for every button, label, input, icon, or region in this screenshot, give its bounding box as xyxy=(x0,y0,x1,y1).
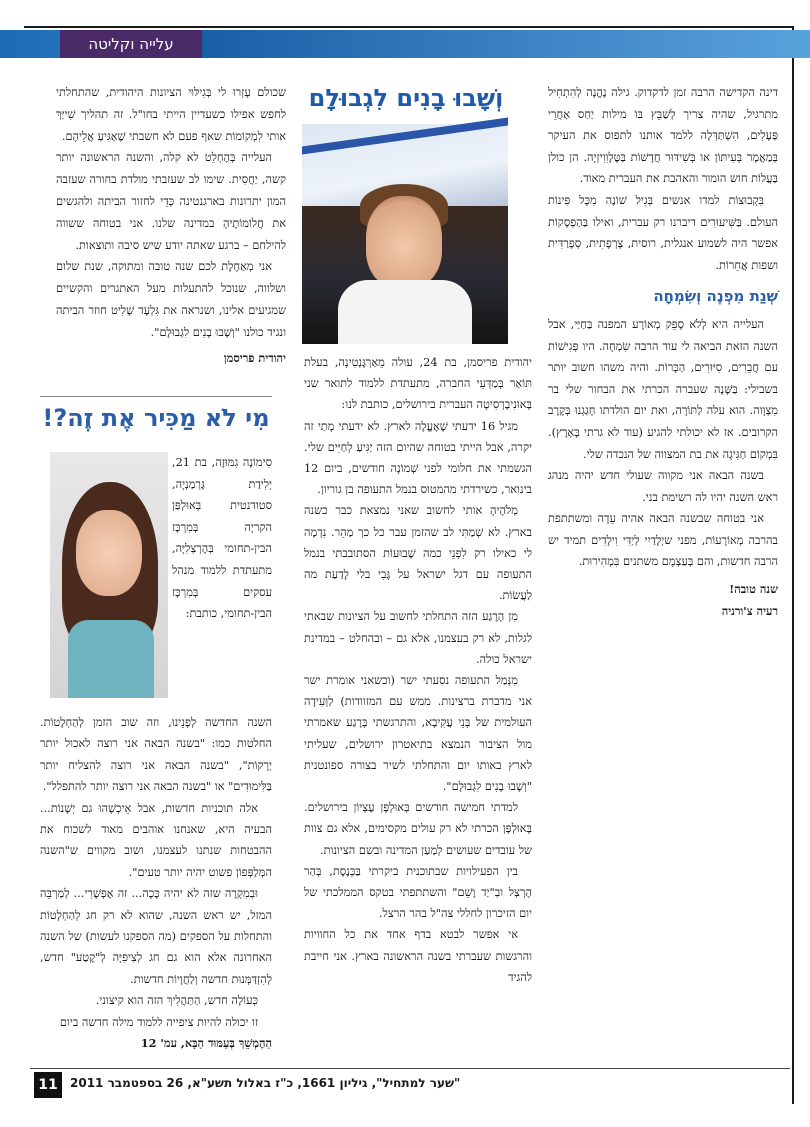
profile-photo xyxy=(50,452,168,698)
section-label: עלייה וקליטה xyxy=(60,30,202,58)
right-column xyxy=(548,82,778,622)
paragraph: השנה החדשה לְפָנֵינוּ, וזה שוב הזמן לְהַחְלָטוֹת. החלטות כמו: "בשנה הבאה אני רוצה לאכול יותר יְרָקוֹת", "בשנה הבאה אני רוצה להצליח יותר בַּלִּימוּדִים" או "בשנה הבאה אני רוצה יותר להתפלל". xyxy=(40,716,272,794)
paragraph: בשנה הבאה אני מקווה שעולי חדש יהיה מנהג ראש השנה יהיו לה רשימת בני. xyxy=(548,469,778,504)
footer-rule xyxy=(30,1068,790,1069)
paragraph: כְּעוֹלָה חדש, הַתַּהֲלִיךְ הזה הוא קיצוני. xyxy=(95,994,258,1008)
box-intro: סִימוֹנָה גִמּוּזֶה, בת 21, יְלִידַת גֶּרְמַנְיָה, סטודנטית בְּאוּלְפַּן הקריָה בְּמִרְכָּז הבין-תחומי בְּהֶרְצְלִיָּה, מתעתדת ללמוד מנהל עסקים בְּמִרְכָּז הבין-תחומי, כותבת: xyxy=(172,456,272,621)
paragraph: דינה הקדישה הרבה זמן לדקדוק. גילה נֶהֱנָה לְהִתְחִיל מתרגיל, שהיה צריך לְשַׁבֵּץ בּוֹ מילות יַחַס אַחֲרֵי פְּעָלִים, הִשְׁתַּדְּלָה ללמד אותנו לתפוס את העיקר בְּמַאֲמָר בְּעִיתּוֹן או בְּשִׁידּוּר חֲדָשׁוֹת בַּטֶּלֶוִוִיזְיָה. הן כולן בַּעֲלוֹת חוש הומור והאהבת את העברית מאוד. xyxy=(548,86,778,186)
paragraph: מְלֹהֶיהָ אותי לחשוב שאני נמצאת כבר כשנה בארץ. לא שְׁמַתִּי לב שהזמן עבר כל כך מַהֵר. נִדְמֶה לי כאילו רק לִפְנֵי כמה שָׁבוּעוֹת הסתובבתי בנמל התעופה עם דגל ישראל על גָּבִי בלי לָדַעַת מה לַעֲשׂוֹת. xyxy=(304,504,532,603)
header-strip xyxy=(202,30,810,58)
paragraph: העלייה היא לְלֹא סָפֵק מְאוֹרָע המפנה בַּחַיַּי, אבל השנה הזאת הביאה לי עוד הרבה שִׂמְחָה. היו פְּגִישׁוֹת עם חֲבֵרִים, סִיּוּרִים, הַכָּרוֹת. והיה משהו חשוב יותר בשבילי: בַּשָּׁנָה שעברה הכרתי את הבחור שלי בר מִצְוָוה. הוא עלה לַתּוֹרָה, ואת יום הולדתו חָגַגְנוּ בְּקֶרֶב הקרובים. אז לא יכולתי להגיע (עוד לא גרתי בָּאָרֶץ). בִּמְקוֹם חַגִּיגָה את בת המצווה של הנכדה שלי. xyxy=(548,317,778,461)
paragraph: וּבְמִקְרֶה שזה לא יהיה כָּכָה... זה אֶפְשָׁרִי... לְמַרְבֵּה המזל, יש ראש השנה, שהוא לא רק חג לְהַחְלָטוֹת והתחלות על הספקים (מה הספקנו לעשות) של השנה האחרונה אלא הוא גם חג לְצִיפִיָּה לְ"קֶטַע" חדש, לְהִזְדַּמְּנוּת חדשה וְלַחֲוָיוֹת חדשות. xyxy=(40,887,272,986)
box-intro-column xyxy=(172,452,272,625)
paragraph: בין הפעילויות שבתוכנית ביקרתי בַּכְּנֶסֶת, בְּהַר הֶרְצְל ובְ"יַד וָשֵׁם" והשתתפתי בטקס הממלכתי של יום הזיכרון לחללי צה"ל בהר הרצל. xyxy=(304,864,532,921)
box-divider xyxy=(40,396,272,397)
box-body xyxy=(40,712,272,1055)
article-photo xyxy=(302,124,508,344)
paragraph: העלייה בְּהֶחְלֵט לא קלה, והשנה הראשונה יותר קשה, יַחֲסִית. שימו לב שעזבתי מולדת בחורה שעזבה המון יתרונות בארגנטינה כְּדֵי לחזור הביתה ולהגשים את חֲלוֹמוֹתֶיהָ במדינה שלנו. אני בטוחה ששווה להילחם – ברגע שאתה יודע שיש סיבה ותוצאות. xyxy=(56,151,286,252)
subheading: שְׁנַת מִפְנֶה וְשִׂמְחָה xyxy=(653,287,778,306)
author-signature: רעיה צ'ורניה xyxy=(721,603,778,618)
continued-note: הַהֶמְשֵׁךְ בְּעַמּוּד הַבָּא, עמ' 12 xyxy=(140,1036,272,1051)
paragraph: מגיל 16 ידעתי שֶׁאֶעֱלֶה לארץ. לא ידעתי מָתַי זה יקרה, אבל הייתי בטוחה שהיום הזה יַגִּיעַ לְחַיִּים שלי. הגשמתי את חלומי לפני שְׁמוֹנָה חודשים, ביום 12 בינואר, כשירדתי מהמטוס בנמל התעופה בן גוריון. xyxy=(304,419,532,497)
paragraph: אני בטוחה שבשנה הבאה אהיה עֵדָה ומשתתפת בהרבה מְאוֹרָעוֹת, מפני שיְלָדַיִי לְיַדִּי וִילָדִים תמיד יש הרבה חדשות, והם בְּעַצְמָם משתנים בִּמְהִירוּת. xyxy=(548,512,778,569)
paragraph: מִן הָרֶגַע הזה התחלתי לחשוב על הציונות שבאתי לגלות, לא רק בעצמנו, אלא גם – ובהחלט – במדינת ישראל כולה. xyxy=(304,610,532,666)
footer-text: "שער למתחיל", גיליון 1661, כ"ז באלול תשע"א, 26 בספטמבר 2011 xyxy=(70,1076,461,1090)
paragraph: אני מְאַחֶלֶת לכם שנה טובה ומתוקה, שנת שלום ושלווה, שנוכל להתעלות מעל האתגרים והקשיים שמגיעים אלינו, ושנראה את גִּלְעָד שָׁלִיט חוזר הביתה ונגיד כולנו "וְשָׁבוּ בָנִים לִגְבוּלָם". xyxy=(56,260,286,339)
author-signature: יהודית פריסמן xyxy=(223,350,286,365)
article-title: וְשָׁבוּ בָנִים לִגְבוּלָם xyxy=(308,84,504,112)
paragraph: שכולם עָזְרוּ לי בְּגִילּוּי הציונות היהודית, שהתחלתי לחפש אפילו כשעדיין הייתי בחו"ל. זה תהליך שִׁייַּךְ אותי לִמְקוֹמוֹת שאף פעם לא חשבתי שֶׁאַגִּיעַ אֲלֵיהֶם. xyxy=(56,86,286,143)
middle-column xyxy=(304,352,532,988)
author-intro: יהודית פריסמן, בת 24, עולה מֵאַרְגֶּנְטִינָה, בעלת תּוֹאַר בְּמַדְּעֵי החברה, מתעתדת ללמוד לתואר שני בָּאוּנִיבֶרְסִיטָה העברית בירושלים, כותבת לנו: xyxy=(304,356,532,412)
paragraph: בִּקְבוּצוֹת למדו אנשים בְּגִיל שׁוֹנֶה מִכָּל פִּינוֹת העולם. בַּשִּׁיעוּרִים דיברנו רק עברית, ואילו בַּהַפְסָקוֹת אפשר היה לשמוע אנגלית, רוסית, צָרְפָתִית, סְפָרַדִּית ושפות אֲחֵרוֹת. xyxy=(548,193,778,272)
paragraph: אלה תוכניות חדשות, אבל אֵיכְשֶׁהוּ גם יְשָׁנוֹת... הבעיה היא, שאנחנו אוהבים מאוד לשכוח את ההבטחות שנתנו לעצמנו, ושוב מקווים ש"השנה המְּלַפְּפוֹן פשוט יהיה יותר טעים". xyxy=(40,801,272,879)
paragraph: למדתי חמישה חודשים בְּאוּלְפָּן עֶצְיוֹן בירושלים. בָּאוּלְפָּן הכרתי לא רק עולים מקסימים, אלא גם צוות של עובדים שעושים לְמַעַן המדינה ובשם הציונות. xyxy=(304,801,532,857)
paragraph: מִנְּמַל התעופה נסעתי ישר (וכשאני אומרת ישר אני מדברת ברצינות. ממש עם המזוודות) לַוְּעִידָה העולמית של בְּנֵי עֲקִיבָא, והתרגשתי בָּרֶגַע שאמרתי מול הציבור הנמצא בתיאטרון ירושלים, שעליתי לארץ באותו יום והתחלתי לשיר בצורה ספונטנית "וְשָׁבוּ בָנִים לִגְבוּלָם". xyxy=(304,674,532,794)
left-column xyxy=(56,82,286,369)
closing-line: שנה טובה! xyxy=(729,582,778,597)
paragraph: זו יכולה להיות ציפייה ללמוד מילה חדשה ביום xyxy=(59,1015,258,1029)
box-title: מִי לֹא מַכִּיר אֶת זֶה?! xyxy=(42,404,270,432)
page-number: 11 xyxy=(34,1072,62,1098)
paragraph: אי אפשר לבטא בדף אחד את כל החוויות והרגשות שעברתי בשנה הראשונה בארץ. אני חייבת להגיד xyxy=(304,928,532,984)
